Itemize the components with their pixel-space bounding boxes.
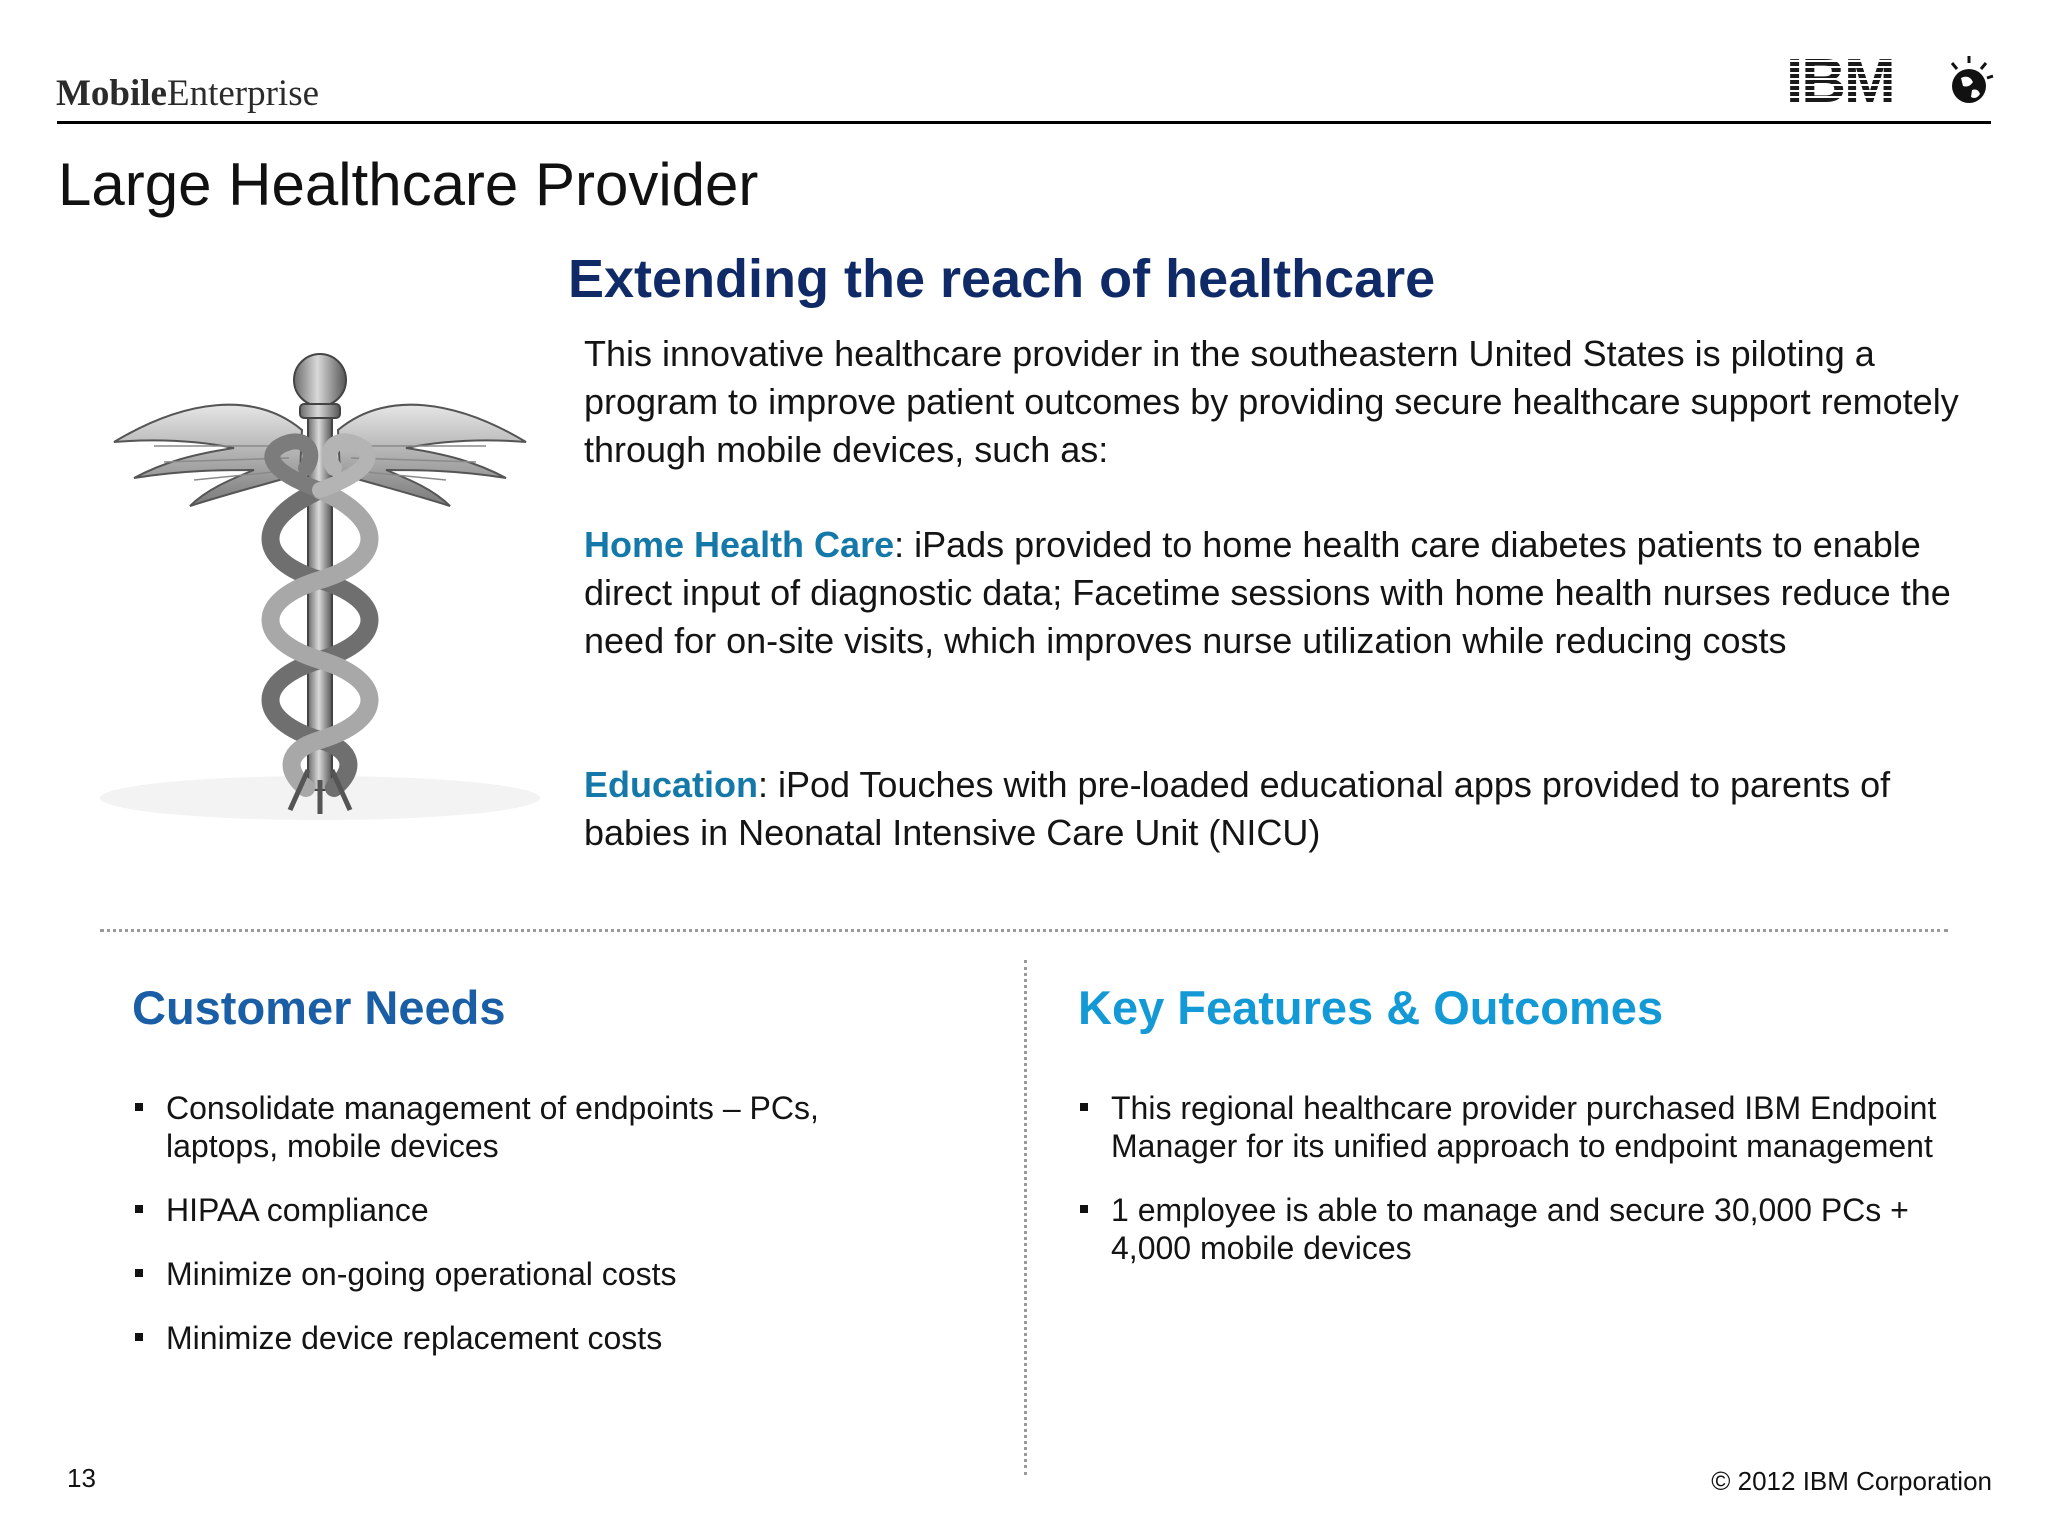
key-features-heading: Key Features & Outcomes [1078, 981, 1664, 1034]
brand-title-regular: Enterprise [166, 73, 320, 114]
page-title: Large Healthcare Provider [58, 151, 759, 218]
list-item-text: 1 employee is able to manage and secure 30,000 PCs + 4,000 mobile devices [1111, 1192, 1909, 1266]
customer-needs-heading: Customer Needs [132, 981, 506, 1034]
list-item-text: This regional healthcare provider purchased IBM Endpoint Manager for its unified approach to endpoint management [1111, 1090, 1937, 1164]
education-label: Education [584, 764, 759, 805]
list-item-text: Consolidate management of endpoints – PCs, laptops, mobile devices [166, 1090, 819, 1164]
ibm-logo [1786, 50, 1996, 112]
list-item-text: Minimize on-going operational costs [166, 1256, 677, 1292]
list-item-text: HIPAA compliance [166, 1192, 429, 1228]
bullet-icon [1080, 1103, 1088, 1111]
page-number: 13 [67, 1463, 96, 1493]
list-item [133, 1089, 833, 1165]
list-item [1078, 1089, 1958, 1165]
bullet-icon [1080, 1205, 1088, 1213]
home-health-text: : iPads provided to home health care diabetes patients to enable direct input of diagnostic data; Facetime sessions with home health nurses reduce the need for on-site visits, which improves nurse utilization while reducing costs [584, 524, 1951, 661]
bullet-icon [135, 1103, 143, 1111]
section-divider [100, 929, 1948, 932]
subtitle: Extending the reach of healthcare [568, 249, 1436, 309]
intro-paragraph: This innovative healthcare provider in the southeastern United States is piloting a program to improve patient outcomes by providing secure healthcare support remotely through mobile devices, such as: [584, 333, 1959, 470]
list-item [133, 1191, 833, 1229]
list-item [133, 1319, 833, 1357]
bullet-icon [135, 1333, 143, 1341]
caduceus-icon [94, 330, 546, 820]
bullet-icon [135, 1205, 143, 1213]
customer-needs-list [133, 1089, 833, 1383]
brand-title [56, 72, 319, 115]
list-item [1078, 1191, 1958, 1267]
list-item-text: Minimize device replacement costs [166, 1320, 663, 1356]
key-features-list [1078, 1089, 1958, 1293]
copyright: © 2012 IBM Corporation [1711, 1466, 1992, 1496]
bullet-icon [135, 1269, 143, 1277]
list-item [133, 1255, 833, 1293]
education-paragraph [584, 761, 2004, 857]
ibm-logo-text: IBM [1786, 50, 1894, 112]
header-rule [57, 121, 1991, 124]
education-text: : iPod Touches with pre-loaded educational apps provided to parents of babies in Neonatal Intensive Care Unit (NICU) [584, 764, 1891, 853]
home-health-label: Home Health Care [584, 524, 895, 565]
column-divider [1024, 960, 1027, 1475]
brand-title-bold: Mobile [56, 73, 167, 114]
globe-icon [1952, 56, 1993, 103]
home-health-paragraph [584, 521, 2004, 665]
